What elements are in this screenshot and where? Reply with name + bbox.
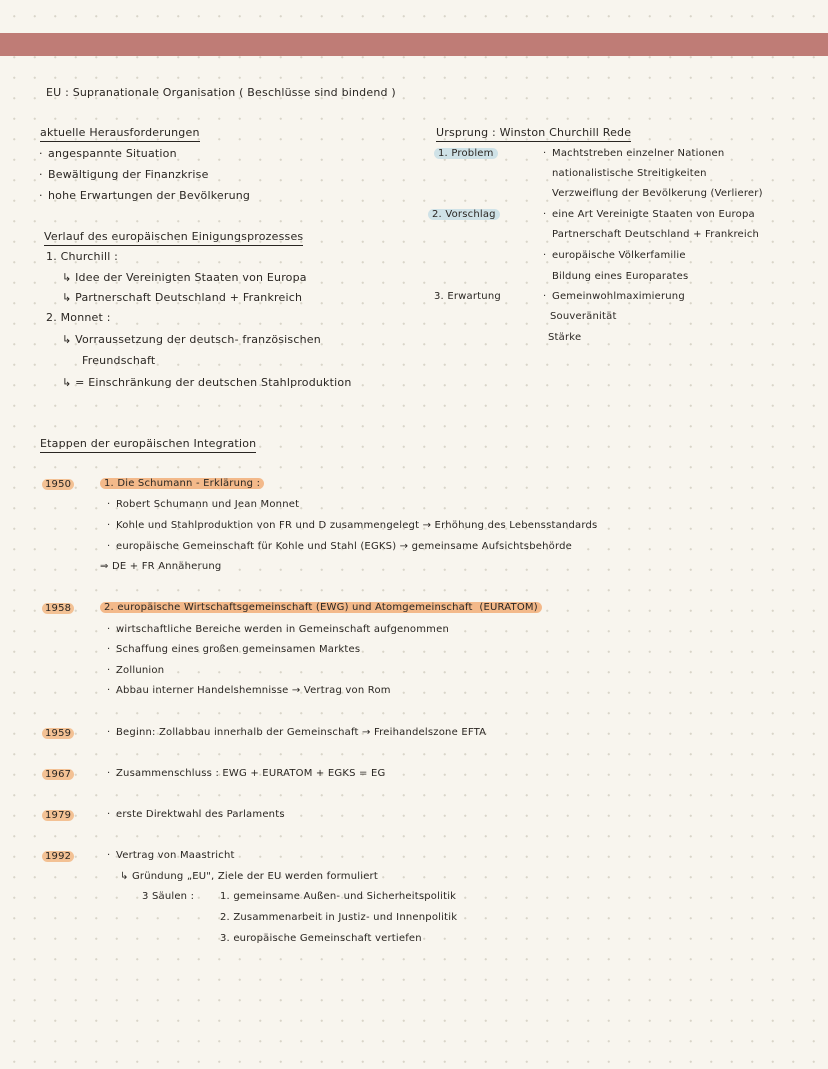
origin-heading: Ursprung : Winston Churchill Rede: [436, 126, 631, 142]
stage-result-1950: ⇒ DE + FR Annäherung: [100, 561, 222, 572]
list-item: Partnerschaft Deutschland + Frankreich: [552, 229, 760, 240]
list-item: Verzweiflung der Bevölkerung (Verlierer): [552, 188, 763, 199]
problem-label: 1. Problem: [434, 148, 498, 159]
list-item: ↳ Vorraussetzung der deutsch- französischen: [62, 333, 321, 346]
list-item: · europäische Gemeinschaft für Kohle und Stahl (EGKS) → gemeinsame Aufsichtsbehörde: [116, 540, 572, 554]
list-item: · Robert Schumann und Jean Monnet: [116, 498, 299, 512]
stage-title-1958: 2. europäische Wirtschaftsgemeinschaft (EWG) und Atomgemeinschaft (EURATOM): [100, 602, 542, 613]
list-item: 2. Zusammenarbeit in Justiz- und Innenpolitik: [220, 912, 458, 923]
pillars-label: 3 Säulen :: [142, 891, 195, 902]
list-item: · Bewältigung der Finanzkrise: [48, 168, 209, 182]
list-item: 1. gemeinsame Außen- und Sicherheitspolitik: [220, 891, 457, 902]
stage-text-1959: · Beginn: Zollabbau innerhalb der Gemeinschaft → Freihandelszone EFTA: [116, 726, 486, 740]
list-item: · angespannte Situation: [48, 147, 177, 161]
list-item: · eine Art Vereinigte Staaten von Europa: [552, 208, 755, 222]
list-item: Stärke: [548, 332, 582, 343]
expectation-label: 3. Erwartung: [434, 291, 501, 302]
stages-heading: Etappen der europäischen Integration: [40, 437, 256, 453]
list-item: · Abbau interner Handelshemnisse → Vertrag von Rom: [116, 684, 391, 698]
year-badge-1958: 1958: [42, 603, 74, 614]
list-item: · europäische Völkerfamilie: [552, 249, 686, 263]
stage-text-1967: · Zusammenschluss : EWG + EURATOM + EGKS = EG: [116, 767, 385, 781]
year-badge-1992: 1992: [42, 851, 74, 862]
list-item: Bildung eines Europarates: [552, 271, 689, 282]
page-title: EU : Supranationale Organisation ( Beschlüsse sind bindend ): [46, 86, 396, 99]
process-heading: Verlauf des europäischen Einigungsprozesses: [44, 230, 303, 246]
list-item: · Zollunion: [116, 664, 164, 678]
list-item: · Kohle und Stahlproduktion von FR und D zusammengelegt → Erhöhung des Lebensstandards: [116, 519, 597, 533]
list-item: ↳ Idee der Vereinigten Staaten von Europa: [62, 271, 307, 284]
proposal-label: 2. Vorschlag: [428, 209, 500, 220]
list-item: ↳ = Einschränkung der deutschen Stahlproduktion: [62, 376, 352, 389]
year-badge-1959: 1959: [42, 728, 74, 739]
list-item: · wirtschaftliche Bereiche werden in Gemeinschaft aufgenommen: [116, 623, 449, 637]
stage-title-1950: 1. Die Schumann - Erklärung :: [100, 478, 264, 489]
churchill-label: 1. Churchill :: [46, 250, 119, 263]
list-item: Souveränität: [550, 311, 617, 322]
stage-text-1992: · Vertrag von Maastricht: [116, 849, 235, 863]
list-item: · hohe Erwartungen der Bevölkerung: [48, 189, 250, 203]
header-color-bar: [0, 33, 828, 56]
stage-title-suffix: (EURATOM): [479, 602, 538, 613]
list-item: · Machtstreben einzelner Nationen: [552, 147, 724, 161]
year-badge-1967: 1967: [42, 769, 74, 780]
list-item: 3. europäische Gemeinschaft vertiefen: [220, 933, 422, 944]
list-item: · Gemeinwohlmaximierung: [552, 290, 685, 304]
stage-text-1979: · erste Direktwahl des Parlaments: [116, 808, 285, 822]
list-item: Freundschaft: [82, 354, 156, 367]
monnet-label: 2. Monnet :: [46, 311, 111, 324]
list-item: nationalistische Streitigkeiten: [552, 168, 707, 179]
stage-founding-1992: ↳ Gründung „EU", Ziele der EU werden formuliert: [120, 871, 378, 882]
year-badge-1950: 1950: [42, 479, 74, 490]
challenges-heading: aktuelle Herausforderungen: [40, 126, 200, 142]
year-badge-1979: 1979: [42, 810, 74, 821]
list-item: · Schaffung eines großen gemeinsamen Marktes: [116, 643, 360, 657]
list-item: ↳ Partnerschaft Deutschland + Frankreich: [62, 291, 303, 304]
